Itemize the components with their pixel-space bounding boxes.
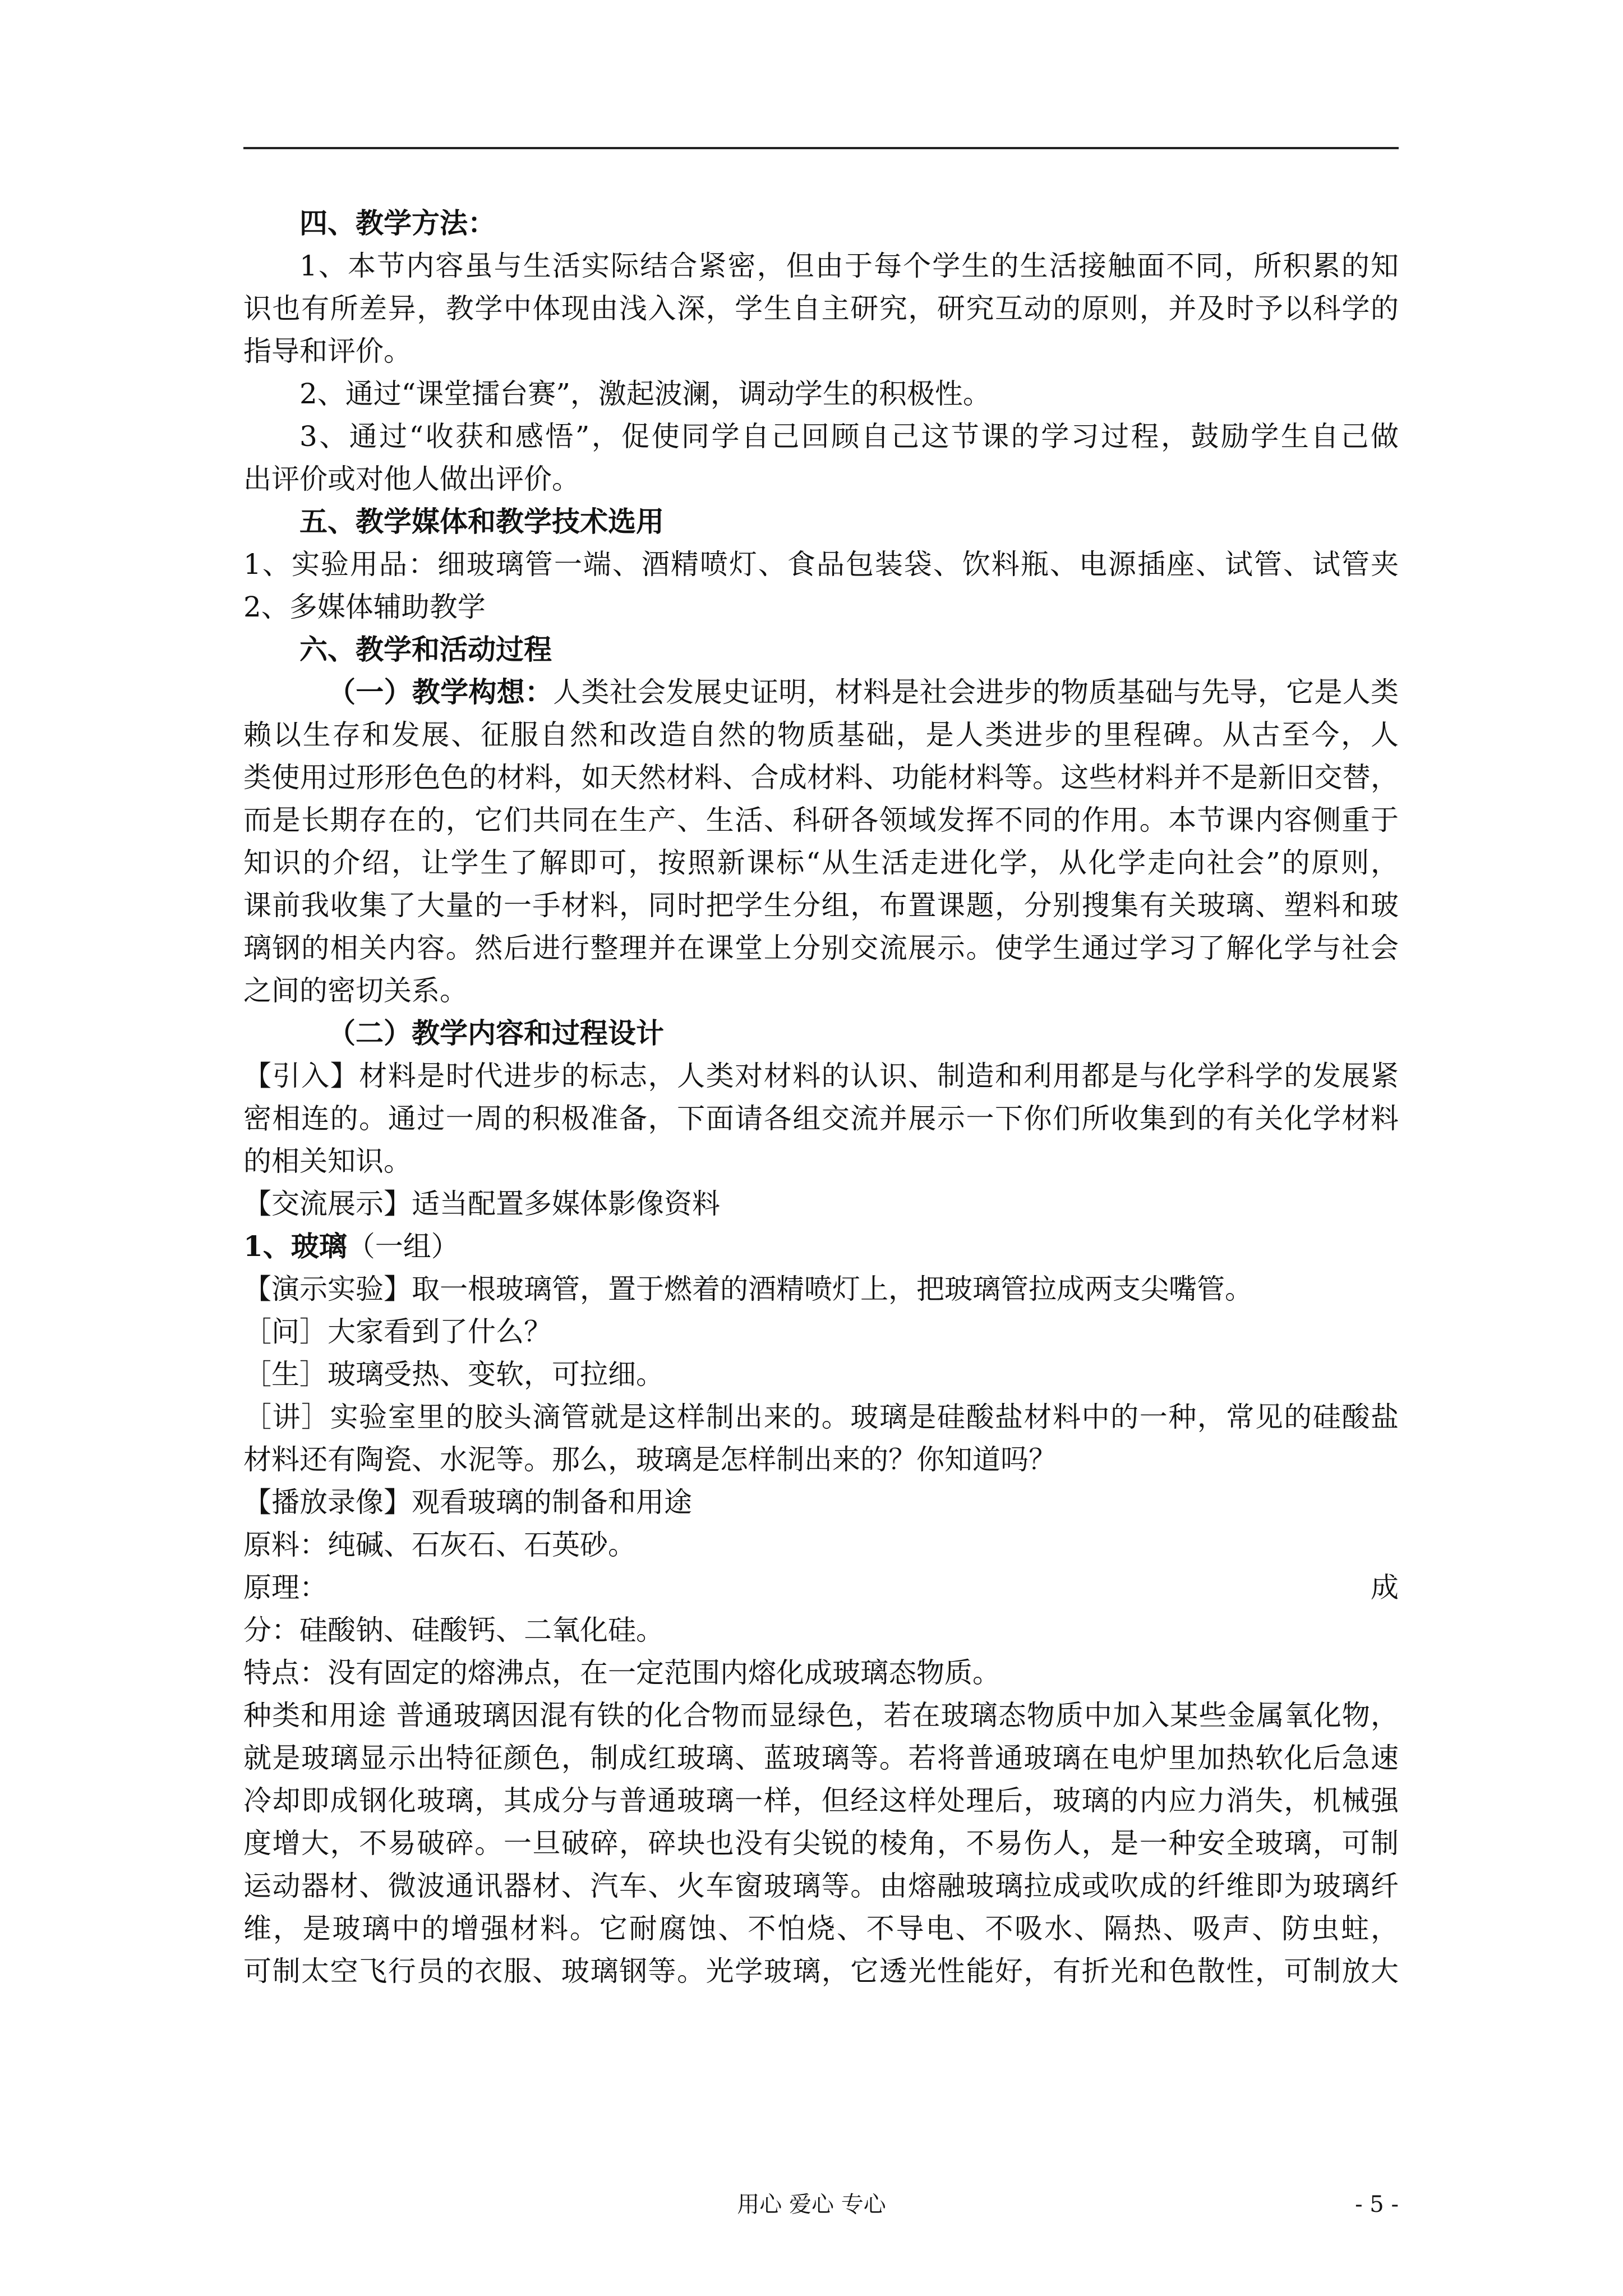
demo-tag: 【演示实验】 bbox=[243, 1273, 412, 1305]
section-heading-media: 五、教学媒体和教学技术选用 bbox=[299, 505, 664, 538]
footer-motto: 用心 爱心 专心 bbox=[737, 2192, 886, 2217]
section-heading-methods: 四、教学方法： bbox=[299, 206, 496, 240]
paragraph-line: 识也有所差异，教学中体现由浅入深，学生自主研究，研究互动的原则，并及时予以科学的 bbox=[243, 292, 1399, 325]
paragraph-line: ［讲］实验室里的胶头滴管就是这样制出来的。玻璃是硅酸盐材料中的一种，常见的硅酸盐 bbox=[243, 1401, 1399, 1433]
paragraph-line: 密相连的。通过一周的积极准备，下面请各组交流并展示一下你们所收集到的有关化学材料 bbox=[243, 1102, 1399, 1135]
paragraph-line: 维，是玻璃中的增强材料。它耐腐蚀、不怕烧、不导电、不吸水、隔热、吸声、防虫蛀， bbox=[243, 1912, 1399, 1945]
paragraph-line: 【引入】材料是时代进步的标志，人类对材料的认识、制造和利用都是与化学科学的发展紧 bbox=[243, 1060, 1399, 1092]
glass-heading: 1、玻璃（一组） bbox=[243, 1230, 459, 1263]
paragraph-line: （一）教学构想：人类社会发展史证明，材料是社会进步的物质基础与先导，它是人类 bbox=[328, 675, 1399, 708]
paragraph-line: 课前我收集了大量的一手材料，同时把学生分组，布置课题，分别搜集有关玻璃、塑料和玻 bbox=[243, 889, 1399, 922]
paragraph-line: ［生］玻璃受热、变软，可拉细。 bbox=[243, 1358, 664, 1391]
paragraph-line: 度增大，不易破碎。一旦破碎，碎块也没有尖锐的棱角，不易伤人，是一种安全玻璃，可制 bbox=[243, 1827, 1399, 1860]
intro-tag: 【引入】 bbox=[243, 1060, 359, 1092]
paragraph-line: 1、本节内容虽与生活实际结合紧密，但由于每个学生的生活接触面不同，所积累的知 bbox=[299, 250, 1399, 282]
paragraph-line: 原料：纯碱、石灰石、石英砂。 bbox=[243, 1529, 636, 1561]
paragraph-line: 【播放录像】观看玻璃的制备和用途 bbox=[243, 1486, 692, 1519]
subheading-concept: （一）教学构想： bbox=[328, 675, 554, 708]
paragraph-line: 之间的密切关系。 bbox=[243, 974, 468, 1007]
student-tag: ［生］ bbox=[243, 1358, 328, 1391]
paragraph-line: 知识的介绍，让学生了解即可，按照新课标“从生活走进化学，从化学走向社会”的原则， bbox=[243, 846, 1399, 879]
paragraph-line: 赖以生存和发展、征服自然和改造自然的物质基础，是人类进步的里程碑。从古至今，人 bbox=[243, 719, 1399, 751]
principle-line: 原理： 成 bbox=[243, 1571, 1399, 1604]
question-tag: ［问］ bbox=[243, 1315, 328, 1348]
list-item: 1、实验用品：细玻璃管一端、酒精喷灯、食品包装袋、饮料瓶、电源插座、试管、试管夹 bbox=[243, 548, 1399, 581]
paragraph-line: 冷却即成钢化玻璃，其成分与普通玻璃一样，但经这样处理后，玻璃的内应力消失，机械强 bbox=[243, 1784, 1399, 1817]
lecture-tag: ［讲］ bbox=[243, 1401, 330, 1433]
paragraph-line: 可制太空飞行员的衣服、玻璃钢等。光学玻璃，它透光性能好，有折光和色散性，可制放大 bbox=[243, 1955, 1399, 1987]
exchange-tag: 【交流展示】 bbox=[243, 1188, 412, 1220]
paragraph-line: 类使用过形形色色的材料，如天然材料、合成材料、功能材料等。这些材料并不是新旧交替， bbox=[243, 761, 1399, 794]
paragraph-line: 3、通过“收获和感悟”，促使同学自己回顾自己这节课的学习过程，鼓励学生自己做 bbox=[299, 420, 1399, 453]
video-tag: 【播放录像】 bbox=[243, 1486, 412, 1519]
paragraph-line: ［问］大家看到了什么？ bbox=[243, 1315, 552, 1348]
paragraph-line: 就是玻璃显示出特征颜色，制成红玻璃、蓝玻璃等。若将普通玻璃在电炉里加热软化后急速 bbox=[243, 1742, 1399, 1774]
paragraph-line: 而是长期存在的，它们共同在生产、生活、科研各领域发挥不同的作用。本节课内容侧重于 bbox=[243, 804, 1399, 836]
paragraph-line: 2、通过“课堂擂台赛”，激起波澜，调动学生的积极性。 bbox=[299, 378, 991, 410]
paragraph-line: 特点：没有固定的熔沸点，在一定范围内熔化成玻璃态物质。 bbox=[243, 1657, 1000, 1689]
paragraph-line: 【交流展示】适当配置多媒体影像资料 bbox=[243, 1188, 720, 1220]
list-item: 2、多媒体辅助教学 bbox=[243, 591, 486, 623]
paragraph-line: 的相关知识。 bbox=[243, 1145, 412, 1177]
paragraph-line: 材料还有陶瓷、水泥等。那么，玻璃是怎样制出来的？你知道吗？ bbox=[243, 1443, 1057, 1476]
paragraph-line: 分：硅酸钠、硅酸钙、二氧化硅。 bbox=[243, 1614, 664, 1646]
paragraph-line: 运动器材、微波通讯器材、汽车、火车窗玻璃等。由熔融玻璃拉成或吹成的纤维即为玻璃纤 bbox=[243, 1870, 1399, 1902]
header-rule bbox=[243, 147, 1399, 149]
document-body bbox=[243, 202, 1399, 1993]
section-heading-process: 六、教学和活动过程 bbox=[299, 633, 552, 666]
paragraph-line: 【演示实验】取一根玻璃管，置于燃着的酒精喷灯上，把玻璃管拉成两支尖嘴管。 bbox=[243, 1273, 1253, 1305]
paragraph-line: 出评价或对他人做出评价。 bbox=[243, 463, 580, 495]
paragraph-line: 种类和用途 普通玻璃因混有铁的化合物而显绿色，若在玻璃态物质中加入某些金属氧化物， bbox=[243, 1699, 1399, 1732]
page-number: - 5 - bbox=[1355, 2192, 1399, 2217]
paragraph-line: 璃钢的相关内容。然后进行整理并在课堂上分别交流展示。使学生通过学习了解化学与社会 bbox=[243, 932, 1399, 964]
subheading-design: （二）教学内容和过程设计 bbox=[328, 1016, 664, 1050]
paragraph-line: 指导和评价。 bbox=[243, 335, 412, 367]
